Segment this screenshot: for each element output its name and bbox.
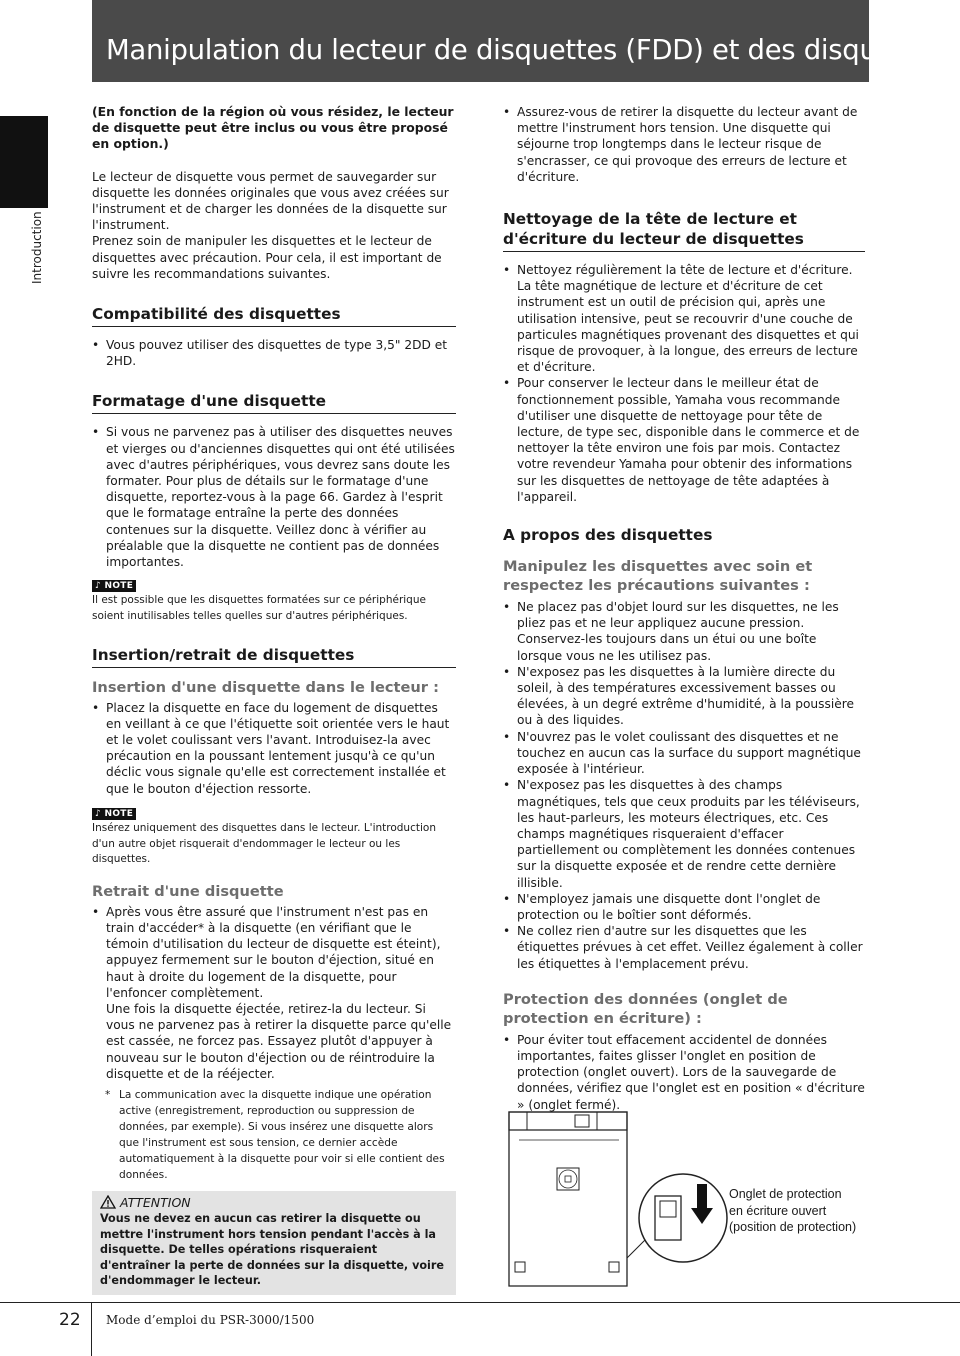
right-column	[503, 104, 865, 1113]
insert-list	[92, 700, 456, 797]
list-item: • Pour éviter tout effacement accidentel de données importantes, faites glisser l'onglet en position de protection (onglet ouvert). Lors de la sauvegarde de données, vérifiez que l'onglet est en position « d'écriture » (onglet fermé).	[503, 1032, 865, 1113]
left-column	[92, 104, 456, 1295]
attention-box	[92, 1191, 456, 1295]
list-item: • N'exposez pas les disquettes à des champs magnétiques, tels que ceux produits par les téléviseurs, les haut-parleurs, les moteurs électriques, etc. Ces champs magnétiques risqueraient d'effacer partiellement ou complètement les données contenues sur la disquette exposée et de rendre cette dernière illisible.	[503, 777, 865, 890]
diagram-caption: Onglet de protection en écriture ouvert (position de protection)	[729, 1187, 857, 1234]
handle-subheading: Manipulez les disquettes avec soin et respectez les précautions suivantes :	[503, 558, 813, 595]
attention-title: ATTENTION	[100, 1195, 448, 1211]
list-item: • N'ouvrez pas le volet coulissant des disquettes et ne touchez en aucun cas la surface du support magnétique exposée à l'intérieur.	[503, 729, 865, 778]
insert-subheading: Insertion d'une disquette dans le lecteur :	[92, 678, 439, 696]
warning-icon	[100, 1195, 116, 1209]
insert-heading: Insertion/retrait de disquettes	[92, 645, 456, 668]
list-item: • Pour conserver le lecteur dans le meilleur état de fonctionnement possible, Yamaha vous recommande d'utiliser une disquette de nettoyage pour tête de lecture, de type sec, disponible dans le commerce et de nettoyer la tête environ une fois par mois. Contactez votre revendeur Yamaha pour obtenir des informations sur les disquettes de nettoyage de tête adaptées à l'appareil.	[503, 375, 865, 505]
section-tab-label: Introduction	[30, 211, 44, 284]
remove-list	[92, 904, 456, 1082]
manual-title: Mode d’emploi du PSR-3000/1500	[106, 1313, 315, 1327]
list-item: • Si vous ne parvenez pas à utiliser des disquettes neuves et vierges ou d'anciennes disquettes qui ont été utilisées avec d'autres périphériques, vous devrez sans doute les formater. Pour plus de détails sur le formatage d'une disquette, reportez-vous à la page 66. Gardez à l'esprit que le formatage entraîne la perte des données contenues sur la disquette. Veillez donc à vérifier au préalable que la disquette ne contient pas de données importantes.	[92, 424, 456, 570]
note-text: Insérez uniquement des disquettes dans le lecteur. L'introduction d'un autre objet risquerait d'endommager le lecteur ou les disquettes.	[92, 822, 436, 866]
note-text: Il est possible que les disquettes formatées sur ce périphérique soient inutilisables telles quelles sur d'autres périphériques.	[92, 594, 426, 623]
compat-heading: Compatibilité des disquettes	[92, 304, 456, 327]
format-heading: Formatage d'une disquette	[92, 391, 456, 414]
intro-paragraph-2: Prenez soin de manipuler les disquettes et le lecteur de disquettes avec précaution. Pour cela, il est important de suivre les recommandations suivantes.	[92, 234, 442, 281]
section-tab	[0, 116, 48, 208]
page-number: 22	[59, 1310, 81, 1330]
list-item: • Assurez-vous de retirer la disquette du lecteur avant de mettre l'instrument hors tension. Une disquette qui séjourne trop longtemps dans le lecteur risque de s'encrasser, ce qui provoque des erreurs de lecture et d'écriture.	[503, 104, 865, 185]
note-icon: ♪ NOTE	[92, 808, 136, 820]
protect-list	[503, 1032, 865, 1113]
about-heading: A propos des disquettes	[503, 526, 713, 545]
list-item: • Vous pouvez utiliser des disquettes de type 3,5" 2DD et 2HD.	[92, 337, 456, 369]
list-item: • N'exposez pas les disquettes à la lumière directe du soleil, à des températures excessivement basses ou élevées, à un degré extrême d'humidité, à la poussière ou à des liquides.	[503, 664, 865, 729]
footnote: * La communication avec la disquette indique une opération active (enregistrement, reproduction ou suppression de données, par exemple). Si vous insérez une disquette alors que l'instrument est sous tension, ce dernier accède automatiquement à la disquette pour voir si elle contient des données.	[105, 1089, 445, 1182]
intro-note: (En fonction de la région où vous résidez, le lecteur de disquette peut être inclus ou vous être proposé en option.)	[92, 104, 454, 152]
format-list	[92, 424, 456, 570]
intro-paragraph-1: Le lecteur de disquette vous permet de sauvegarder sur disquette les données originales que vous avez créées sur l'instrument et de charger les données de la disquette sur l'instrument.	[92, 169, 449, 233]
note-block-2	[92, 804, 456, 868]
handle-list	[503, 599, 865, 972]
list-item: • Placez la disquette en face du logement de disquettes en veillant à ce que l'étiquette soit orientée vers le haut et le volet coulissant vers l'avant. Introduisez-la avec précaution en la poussant lentement jusqu'à ce qu'un déclic vous signale qu'elle est correctement installée et que le bouton d'éjection ressorte.	[92, 700, 456, 797]
protect-subheading: Protection des données (onglet de protection en écriture) :	[503, 990, 788, 1027]
list-item: • N'employez jamais une disquette dont l'onglet de protection ou le boîtier sont déformés.	[503, 891, 865, 923]
compat-list	[92, 337, 456, 369]
note-block-1	[92, 576, 456, 624]
list-item: • Ne collez rien d'autre sur les disquettes que les étiquettes prévues à cet effet. Veillez également à coller les étiquettes à l'emplacement prévu.	[503, 923, 865, 972]
footer-vertical-divider	[91, 1302, 92, 1356]
list-item: • Après vous être assuré que l'instrument n'est pas en train d'accéder* à la disquette (en vérifiant que le témoin d'utilisation du lecteur de disquette est éteint), appuyez fermement sur le bouton d'éjection, situé en haut à droite du logement de la disquette, pour l'enfoncer complètement. Une fois la disquette éjectée, retirez-la du lecteur. Si vous ne parvenez pas à retirer la disquette parce qu'elle est cassée, ne forcez pas. Essayez plutôt d'appuyer à nouveau sur le bouton d'éjection ou de réintroduire la disquette et de la rééjecter.	[92, 904, 456, 1082]
list-item: • Ne placez pas d'objet lourd sur les disquettes, ne les pliez pas et ne leur appliquez aucune pression. Conservez-les toujours dans un étui ou une boîte lorsque vous ne les utilisez pas.	[503, 599, 865, 664]
page-title: Manipulation du lecteur de disquettes (FDD) et des disquettes	[106, 34, 945, 66]
list-item: • Nettoyez régulièrement la tête de lecture et d'écriture. La tête magnétique de lecture et d'écriture de cet instrument est un outil de précision qui, après une utilisation intensive, peut se recouvrir d'une couche de particules magnétiques provenant des disquettes et qui risque de provoquer, à la longue, des erreurs de lecture et d'écriture.	[503, 262, 865, 375]
note-icon: ♪ NOTE	[92, 580, 136, 592]
clean-heading: Nettoyage de la tête de lecture et d'écriture du lecteur de disquettes	[503, 209, 865, 252]
footer-divider	[0, 1302, 960, 1303]
clean-list	[503, 262, 865, 505]
eject-list	[503, 104, 865, 185]
attention-text: Vous ne devez en aucun cas retirer la disquette ou mettre l'instrument hors tension pendant l'accès à la disquette. De telles opérations risqueraient d'entraîner la perte de données sur la disquette, voire d'endommager le lecteur.	[100, 1212, 444, 1288]
remove-subheading: Retrait d'une disquette	[92, 882, 284, 900]
